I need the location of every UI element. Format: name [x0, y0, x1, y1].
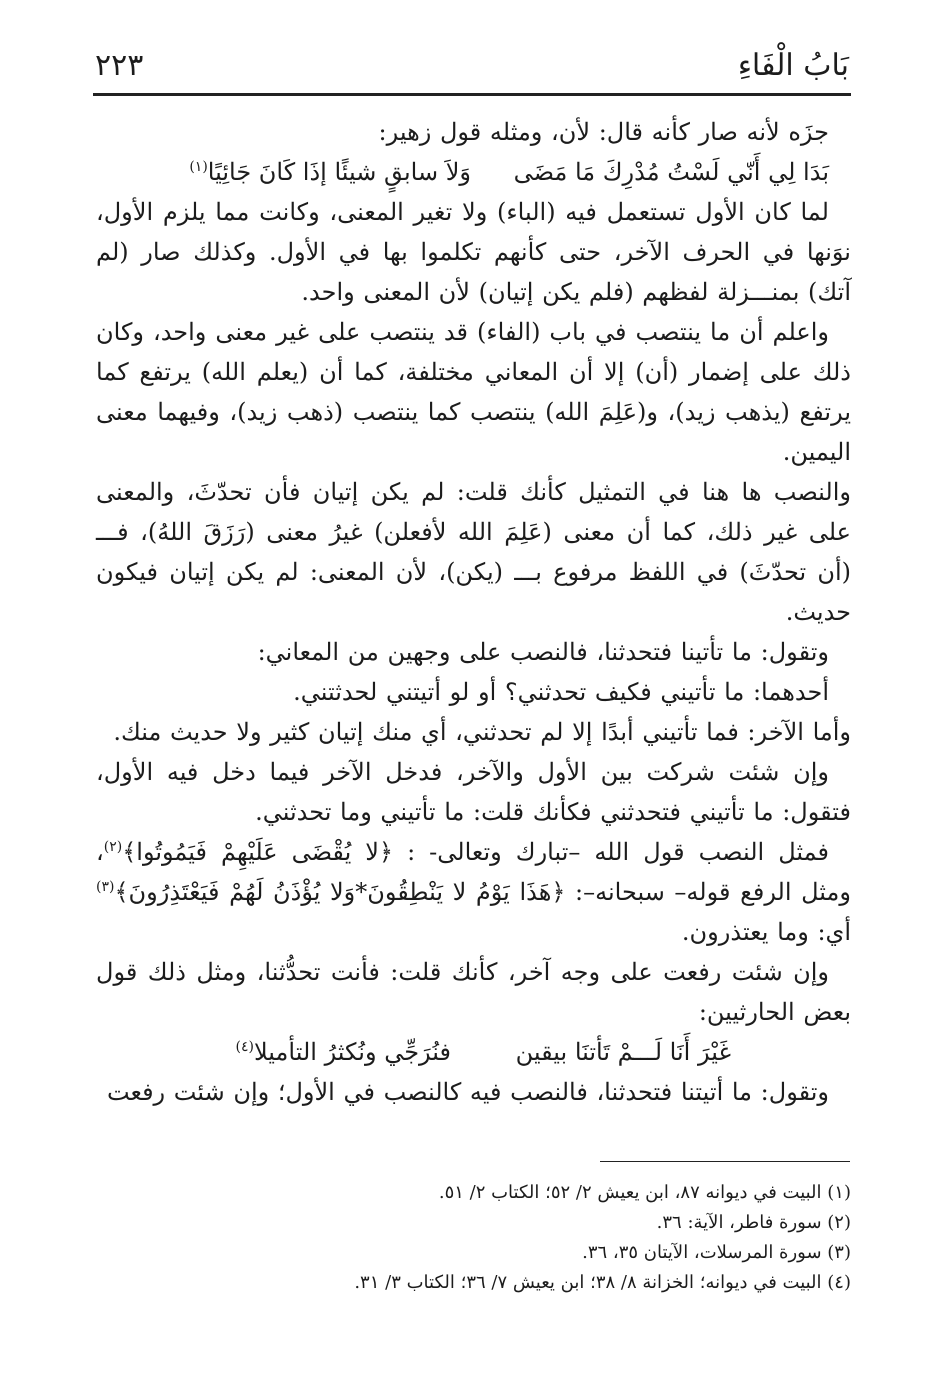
page-header [95, 40, 849, 90]
verse-second-hemistich-text: وَلاَ سابقٍ شيئًا إذَا كَانَ جَائِيًا [207, 158, 471, 186]
main-text [96, 112, 851, 1112]
header-rule [93, 93, 851, 96]
paragraph: والنصب ها هنا في التمثيل كأنك قلت: لم يكن إتيان فأن تحدّثَ، والمعنى على غير ذلك، كما أن معنى (عَلِمَ الله لأفعلن) غيرُ معنى (رَزَقَ اللهُ)، فـــ (أن تحدّثَ) في اللفظ مرفوع بـــ (يكن)، لأن المعنى: لم يكن إتيان فيكون حديث. [96, 478, 851, 626]
paragraph: وإن شئت رفعت على وجه آخر، كأنك قلت: فأنت تحدُّثنا، ومثل ذلك قول بعض الحارثيين: [96, 958, 851, 1026]
footnote: (٢) سورة فاطر، الآية: ٣٦. [656, 1212, 851, 1233]
footnote-ref: (٢) [103, 839, 123, 855]
footnote-ref: (٤) [235, 1039, 254, 1055]
paragraph: أحدهما: ما تأتيني فكيف تحدثني؟ أو لو أتيتني لحدثتني. [293, 678, 829, 706]
footnote: (٣) سورة المرسلات، الآيتان ٣٥، ٣٦. [582, 1242, 851, 1263]
footnote-rule [600, 1161, 850, 1162]
verse-second-hemistich-text: فنُرَجِّي ونُكثرُ التأميلا [253, 1038, 451, 1066]
paragraph: وأما الآخر: فما تأتيني أبدًا إلا لم تحدثني، أي منك إتيان كثير ولا حديث منك. [113, 718, 851, 746]
paragraph: وتقول: ما تأتينا فتحدثنا، فالنصب على وجهين من المعاني: [257, 638, 829, 666]
paragraph: وتقول: ما أتيتنا فتحدثنا، فالنصب فيه كالنصب في الأول؛ وإن شئت رفعت [106, 1078, 829, 1106]
verse-first-hemistich: بَدَا لِي أَنّي لَسْتُ مُدْرِكَ مَا مَضَى [513, 158, 829, 186]
poetry-verse [96, 152, 851, 192]
verse-first-hemistich: غَيْرَ أَنَا لَـــمْ تَأتنَا بيقين [515, 1038, 731, 1066]
paragraph: واعلم أن ما ينتصب في باب (الفاء) قد ينتصب على غير معنى واحد، وكان ذلك على إضمار (أن) إلا أن المعاني مختلفة، كما أن (يعلم الله) يرتفع كما يرتفع (يذهب زيد)، و(عَلِمَ الله) ينتصب كما ينتصب (ذهب زيد)، وفيهما معنى اليمين. [96, 318, 851, 466]
footnote-ref: (١) [189, 159, 208, 175]
quran-quote-raf: ، ومثل الرفع قوله– سبحانه–: ﴿هَذَا يَوْمُ لا يَنْطِقُونَ*وَلا يُؤْذَنُ لَهُمْ فَيَعْتَذِرُونَ﴾ [96, 838, 851, 906]
verse-second-hemistich [236, 1032, 451, 1072]
footnotes [96, 1178, 851, 1298]
page-number: ٢٢٣ [95, 48, 144, 83]
poetry-verse [96, 1032, 851, 1072]
quran-quote-nasb: فمثل النصب قول الله –تبارك وتعالى- : ﴿لا يُقْضَى عَلَيْهِمْ فَيَمُوتُوا﴾ [122, 838, 829, 866]
footnote-ref: (٣) [96, 879, 115, 895]
paragraph-tail: أي: وما يعتذرون. [681, 918, 851, 946]
footnote: (١) البيت في ديوانه ٨٧، ابن يعيش ٢/ ٥٢؛ الكتاب ٢/ ٥١. [438, 1182, 851, 1203]
running-title: بَابُ الْفَاءِ [737, 48, 849, 83]
text-line: جزَه لأنه صار كأنه قال: لأن، ومثله قول زهير: [378, 118, 829, 146]
paragraph [96, 832, 851, 952]
verse-second-hemistich [189, 152, 471, 192]
paragraph: لما كان الأول تستعمل فيه (الباء) ولا تغير المعنى، وكانت مما يلزم الأول، نوَنها في الحرف الآخر، حتى كأنهم تكلموا بها في الأول. وكذلك صار (لم آتك) بمنـــزلة لفظهم (فلم يكن إتيان) لأن المعنى واحد. [96, 198, 851, 306]
footnote: (٤) البيت في ديوانه؛ الخزانة ٨/ ٣٨؛ ابن يعيش ٧/ ٣٦؛ الكتاب ٣/ ٣١. [354, 1272, 851, 1293]
paragraph: وإن شئت شركت بين الأول والآخر، فدخل الآخر فيما دخل فيه الأول، فتقول: ما تأتيني فتحدثني فكأنك قلت: ما تأتيني وما تحدثني. [96, 758, 851, 826]
